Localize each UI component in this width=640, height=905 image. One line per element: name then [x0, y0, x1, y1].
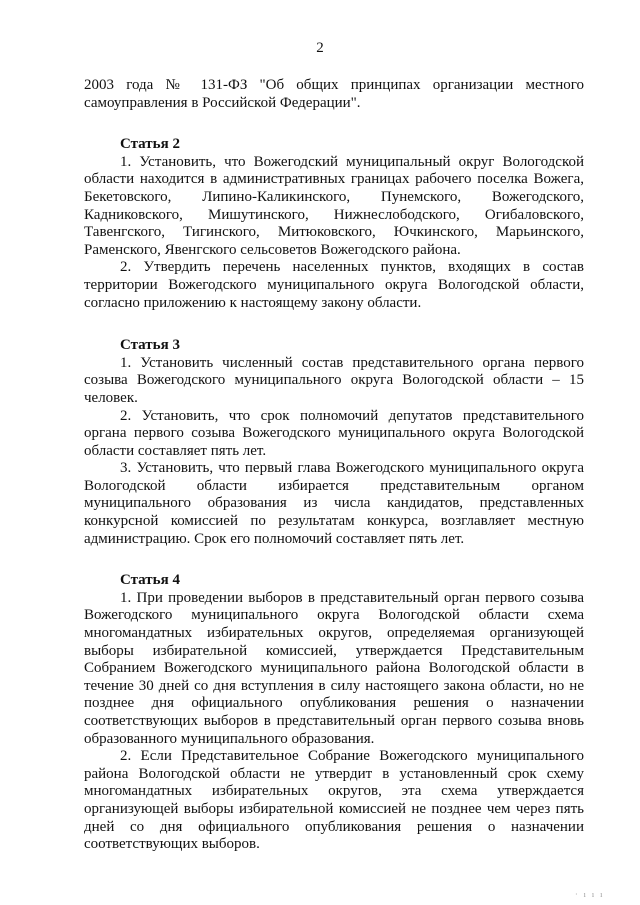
article-paragraph: 3. Установить, что первый глава Вожегодского муниципального округа Вологодской области избирается представительным органом муниципального образования из числа кандидатов, представленных конкурсной комиссией по результатам конкурса, возглавляет местную администрацию. Срок его полномочий составляет пять лет. — [84, 460, 584, 547]
article-paragraph: 2. Если Представительное Собрание Вожегодского муниципального района Вологодской области не утвердит в установленный срок схему многомандатных избирательных округов, эта схема утверждается организующей выборы избирательной комиссией не позднее чем через пять дней со дня официального опубликования решения о назначении соответствующих выборов. — [84, 748, 584, 853]
document-body — [84, 77, 584, 854]
intro-paragraph: 2003 года № 131-ФЗ "Об общих принципах организации местного самоуправления в Российской Федерации". — [84, 77, 584, 111]
article-heading: Статья 4 — [120, 572, 180, 589]
article-heading: Статья 2 — [120, 136, 180, 153]
article-3 — [84, 337, 584, 548]
article-paragraph: 2. Утвердить перечень населенных пунктов, входящих в состав территории Вожегодского муниципального округа Вологодской области, согласно приложению к настоящему закону области. — [84, 259, 584, 311]
article-paragraph: 1. Установить численный состав представительного органа первого созыва Вожегодского муниципального округа Вологодской области – 15 человек. — [84, 354, 584, 406]
scan-corner-mark: · ı ı ı — [575, 890, 605, 899]
article-paragraph: 2. Установить, что срок полномочий депутатов представительного органа первого созыва Вожегодского муниципального округа Вологодской области составляет пять лет. — [84, 407, 584, 459]
article-paragraph: 1. При проведении выборов в представительный орган первого созыва Вожегодского муниципального округа Вологодской области схема многомандатных избирательных округов, определяемая организующей выборы избирательной комиссией, утверждается Представительным Собранием Вожегодского муниципального района Вологодской области в течение 30 дней со дня вступления в силу настоящего закона области, но не позднее дня официального опубликования решения о назначении соответствующих выборов в представительный орган первого созыва вновь образованного муниципального образования. — [84, 589, 584, 747]
article-2 — [84, 136, 584, 312]
page-number: 2 — [316, 40, 324, 56]
article-heading: Статья 3 — [120, 337, 180, 354]
article-paragraph: 1. Установить, что Вожегодский муниципальный округ Вологодской области находится в административных границах рабочего поселка Вожега, Бекетовского, Липино-Каликинского, Пунемского, Вожегодского, Кадниковского, Мишутинского, Нижнеслободского, Огибаловского, Тавенгского, Тигинского, Митюковского, Ючкинского, Марьинского, Раменского, Явенгского сельсоветов Вожегодского района. — [84, 153, 584, 258]
article-4 — [84, 572, 584, 854]
